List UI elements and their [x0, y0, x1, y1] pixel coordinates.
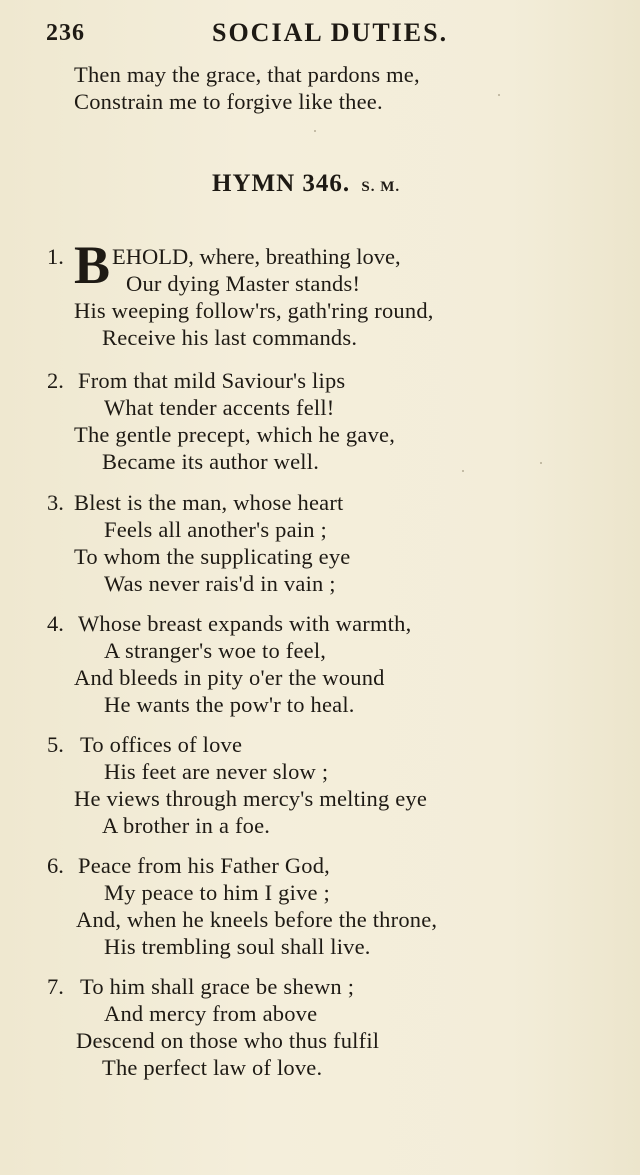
hymn-number: HYMN 346. — [212, 170, 351, 197]
verse-line: His trembling soul shall live. — [104, 934, 371, 959]
paper-speck — [498, 94, 500, 96]
verse-line: Descend on those who thus fulfil — [76, 1028, 380, 1053]
verse-line: And bleeds in pity o'er the wound — [74, 665, 385, 690]
verse-line: To whom the supplicating eye — [74, 544, 351, 569]
verse-number: 4. — [47, 611, 64, 636]
verse-number: 2. — [47, 368, 64, 393]
verse-line: Was never rais'd in vain ; — [104, 571, 336, 596]
paper-speck — [462, 470, 464, 472]
verse-line: To offices of love — [80, 732, 243, 757]
verse-line: And, when he kneels before the throne, — [76, 907, 438, 932]
verse-number: 5. — [47, 732, 64, 757]
paper-speck — [540, 462, 542, 464]
verse-line: From that mild Saviour's lips — [78, 368, 346, 393]
carryover-line: Then may the grace, that pardons me, — [74, 62, 420, 87]
verse-line: Receive his last commands. — [102, 325, 358, 350]
page-number: 236 — [46, 20, 85, 46]
hymn-title — [212, 170, 400, 198]
verse-line: And mercy from above — [104, 1001, 318, 1026]
verse-line: My peace to him I give ; — [104, 880, 330, 905]
verse-line: To him shall grace be shewn ; — [80, 974, 355, 999]
carryover-line: Constrain me to forgive like thee. — [74, 89, 383, 114]
running-title: SOCIAL DUTIES. — [212, 18, 449, 47]
verse-line: His feet are never slow ; — [104, 759, 329, 784]
verse-line: Peace from his Father God, — [78, 853, 331, 878]
paper-speck — [314, 130, 316, 132]
verse-line: What tender accents fell! — [104, 395, 335, 420]
running-head — [0, 18, 640, 50]
verse-number: 3. — [47, 490, 64, 515]
verse-line: Our dying Master stands! — [126, 271, 361, 296]
verse-number: 6. — [47, 853, 64, 878]
drop-cap: B — [74, 235, 111, 295]
verse-line: The gentle precept, which he gave, — [74, 422, 396, 447]
verse-line: He wants the pow'r to heal. — [104, 692, 355, 717]
verse-line: Became its author well. — [102, 449, 320, 474]
verse-line: Whose breast expands with warmth, — [78, 611, 412, 636]
verse-line: A stranger's woe to feel, — [104, 638, 327, 663]
verse-line: Blest is the man, whose heart — [74, 490, 344, 515]
verse-line: His weeping follow'rs, gath'ring round, — [74, 298, 434, 323]
verse-line: He views through mercy's melting eye — [74, 786, 428, 811]
verse-line: The perfect law of love. — [102, 1055, 323, 1080]
verse-number: 7. — [47, 974, 64, 999]
verse-number: 1. — [47, 244, 64, 269]
verse-line: A brother in a foe. — [102, 813, 271, 838]
hymn-meter: S. M. — [361, 179, 401, 195]
verse-line: EHOLD, where, breathing love, — [112, 244, 401, 269]
verse-line: Feels all another's pain ; — [104, 517, 327, 542]
